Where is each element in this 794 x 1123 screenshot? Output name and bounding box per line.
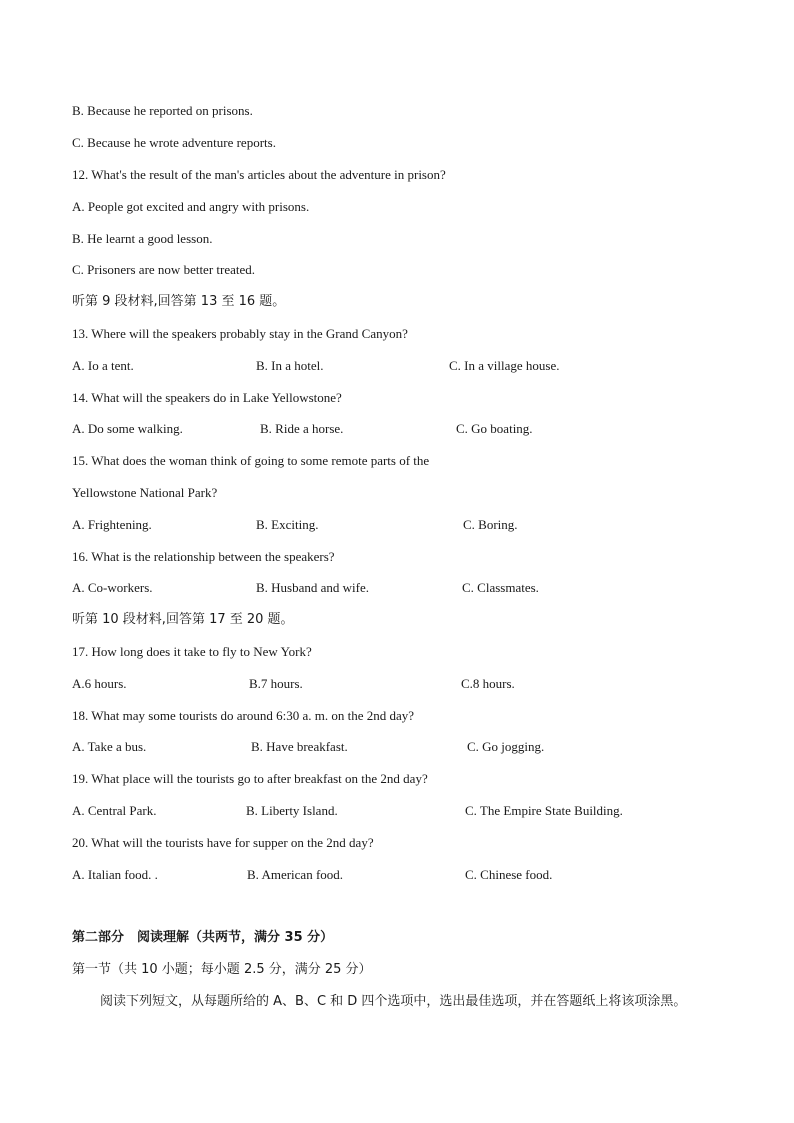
q20-option-a: A. Italian food. . bbox=[72, 867, 158, 882]
q13-question: 13. Where will the speakers probably stay in the Grand Canyon? bbox=[72, 326, 408, 341]
q14-option-c: C. Go boating. bbox=[456, 421, 533, 436]
q12-option-c: C. Prisoners are now better treated. bbox=[72, 262, 256, 277]
q18-question: 18. What may some tourists do around 6:30 a. m. on the 2nd day? bbox=[72, 708, 415, 723]
q11-option-b: B. Because he reported on prisons. bbox=[72, 103, 253, 118]
q20-option-c: C. Chinese food. bbox=[465, 867, 553, 882]
section-1-title: 第一节（共 10 小题；每小题 2.5 分，满分 25 分） bbox=[72, 962, 372, 977]
q12-option-a: A. People got excited and angry with prisons. bbox=[72, 199, 310, 214]
q17-question: 17. How long does it take to fly to New York? bbox=[72, 644, 312, 659]
q16-option-c: C. Classmates. bbox=[462, 580, 539, 595]
part-2-title: 第二部分 阅读理解（共两节，满分 35 分） bbox=[72, 930, 334, 945]
q15-option-c: C. Boring. bbox=[463, 517, 518, 532]
q14-option-a: A. Do some walking. bbox=[72, 421, 183, 436]
section-10-heading: 听第 10 段材料,回答第 17 至 20 题。 bbox=[72, 612, 294, 627]
q14-question: 14. What will the speakers do in Lake Yellowstone? bbox=[72, 390, 342, 405]
q18-option-b: B. Have breakfast. bbox=[251, 739, 348, 754]
q19-option-b: B. Liberty Island. bbox=[246, 803, 338, 818]
q13-option-c: C. In a village house. bbox=[449, 358, 560, 373]
q19-option-c: C. The Empire State Building. bbox=[465, 803, 623, 818]
section-9-heading: 听第 9 段材料,回答第 13 至 16 题。 bbox=[72, 294, 286, 309]
q13-option-a: A. Io a tent. bbox=[72, 358, 134, 373]
q20-option-b: B. American food. bbox=[247, 867, 344, 882]
q11-option-c: C. Because he wrote adventure reports. bbox=[72, 135, 276, 150]
q19-option-a: A. Central Park. bbox=[72, 803, 157, 818]
q15-question-line-2: Yellowstone National Park? bbox=[72, 485, 218, 500]
reading-instructions: 阅读下列短文，从每题所给的 A、B、C 和 D 四个选项中，选出最佳选项，并在答题纸上将该项涂黑。 bbox=[100, 994, 687, 1009]
q15-option-a: A. Frightening. bbox=[72, 517, 152, 532]
q17-option-b: B.7 hours. bbox=[249, 676, 303, 691]
q17-option-c: C.8 hours. bbox=[461, 676, 515, 691]
q12-option-b: B. He learnt a good lesson. bbox=[72, 231, 213, 246]
q16-option-a: A. Co-workers. bbox=[72, 580, 153, 595]
q15-option-b: B. Exciting. bbox=[256, 517, 319, 532]
q18-option-c: C. Go jogging. bbox=[467, 739, 545, 754]
q16-question: 16. What is the relationship between the speakers? bbox=[72, 549, 335, 564]
q17-option-a: A.6 hours. bbox=[72, 676, 127, 691]
q20-question: 20. What will the tourists have for supper on the 2nd day? bbox=[72, 835, 374, 850]
q16-option-b: B. Husband and wife. bbox=[256, 580, 370, 595]
q14-option-b: B. Ride a horse. bbox=[260, 421, 344, 436]
q12-question: 12. What's the result of the man's articles about the adventure in prison? bbox=[72, 167, 446, 182]
q13-option-b: B. In a hotel. bbox=[256, 358, 324, 373]
q15-question-line-1: 15. What does the woman think of going to some remote parts of the bbox=[72, 453, 430, 468]
q18-option-a: A. Take a bus. bbox=[72, 739, 147, 754]
q19-question: 19. What place will the tourists go to after breakfast on the 2nd day? bbox=[72, 771, 428, 786]
